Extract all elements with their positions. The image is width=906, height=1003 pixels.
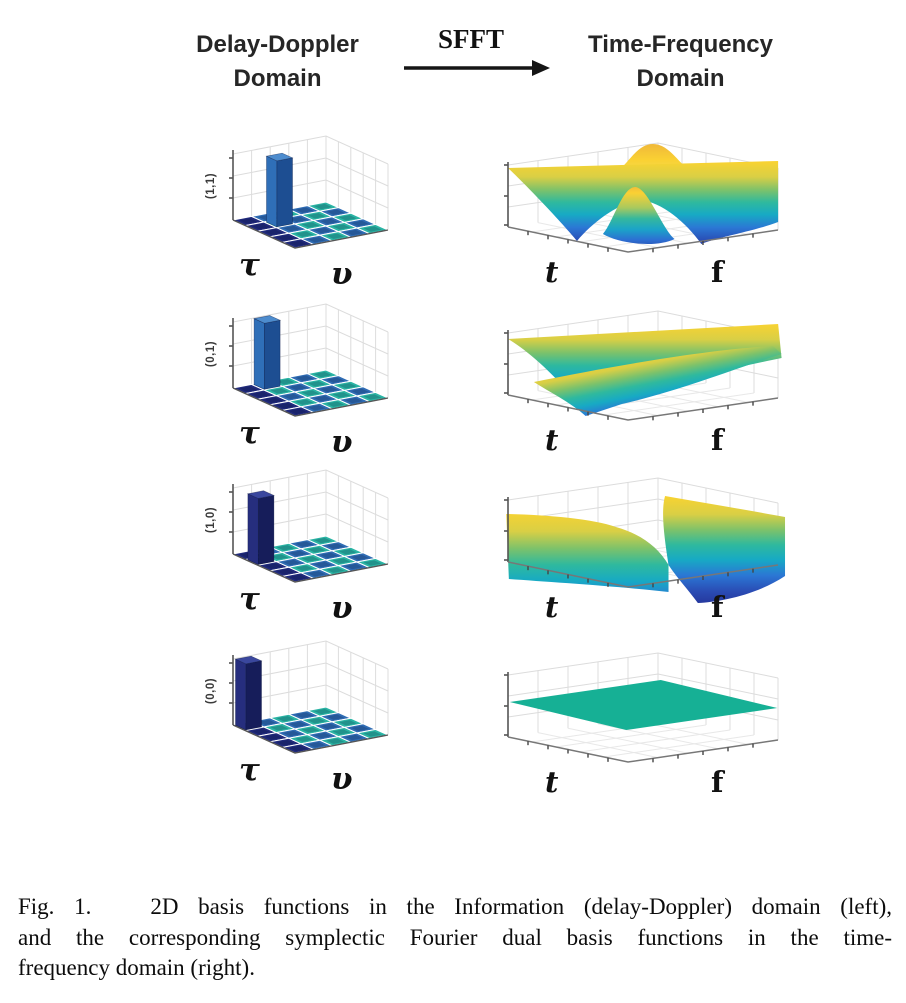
tau-axis-label: τ (239, 581, 260, 617)
right-column-title-line2: Domain (636, 65, 725, 92)
basis-index-label: (1,1) (205, 172, 217, 200)
tau-axis-label: τ (239, 415, 260, 451)
f-axis-label: f (711, 423, 724, 457)
impulse-bar (235, 656, 261, 730)
right-column-title-line1: Time-Frequency (588, 31, 773, 58)
left-column-title (150, 28, 405, 96)
nu-axis-label: υ (331, 256, 353, 292)
t-axis-label: t (545, 590, 559, 624)
nu-axis-label: υ (331, 424, 353, 460)
delay-doppler-plot-4 (183, 633, 413, 803)
figure-caption-line3: frequency domain (right). (18, 955, 255, 980)
left-column-title-line1: Delay-Doppler (196, 31, 359, 58)
z-axis (504, 162, 508, 227)
surface (506, 496, 785, 603)
time-frequency-plot-2 (453, 298, 813, 458)
z-axis (229, 484, 233, 554)
time-frequency-plot-1 (453, 130, 813, 290)
z-axis (504, 497, 508, 562)
impulse-bar (266, 153, 292, 227)
basis-index-label: (1,0) (205, 506, 217, 534)
nu-axis-label: υ (331, 590, 353, 626)
tile-grid (233, 202, 388, 248)
basis-index-label: (0,1) (205, 340, 217, 368)
time-frequency-plot-3 (453, 465, 813, 625)
delay-doppler-plot-1 (183, 128, 413, 298)
tau-axis-label: τ (239, 247, 260, 283)
f-axis-label: f (711, 765, 724, 799)
basis-index-label: (0,0) (205, 677, 217, 705)
delay-doppler-plot-2 (183, 296, 413, 466)
figure-caption-line1: Fig. 1. 2D basis functions in the Information (delay-Doppler) domain (left), (18, 894, 892, 919)
z-axis (504, 672, 508, 737)
z-axis (229, 655, 233, 725)
surface (510, 680, 778, 730)
sfft-label: SFFT (437, 24, 504, 54)
figure-caption (18, 892, 892, 984)
nu-axis-label: υ (331, 761, 353, 797)
f-axis-label: f (711, 255, 724, 289)
figure-caption-line2: and the corresponding symplectic Fourier dual basis functions in the time- (18, 924, 892, 950)
impulse-bar (254, 316, 280, 390)
t-axis-label: t (545, 423, 559, 457)
z-axis (229, 318, 233, 388)
z-axis (504, 330, 508, 395)
delay-doppler-plot-3 (183, 462, 413, 632)
t-axis-label: t (545, 765, 559, 799)
floor-front-edges (508, 737, 778, 762)
f-axis-label: f (711, 590, 724, 624)
sfft-arrow (402, 56, 552, 80)
time-frequency-plot-4 (453, 640, 813, 800)
impulse-bar (248, 491, 274, 565)
t-axis-label: t (545, 255, 559, 289)
z-axis (229, 150, 233, 220)
floor-front-edges (508, 395, 778, 420)
tau-axis-label: τ (239, 752, 260, 788)
right-column-title (553, 28, 808, 96)
left-column-title-line2: Domain (233, 65, 322, 92)
